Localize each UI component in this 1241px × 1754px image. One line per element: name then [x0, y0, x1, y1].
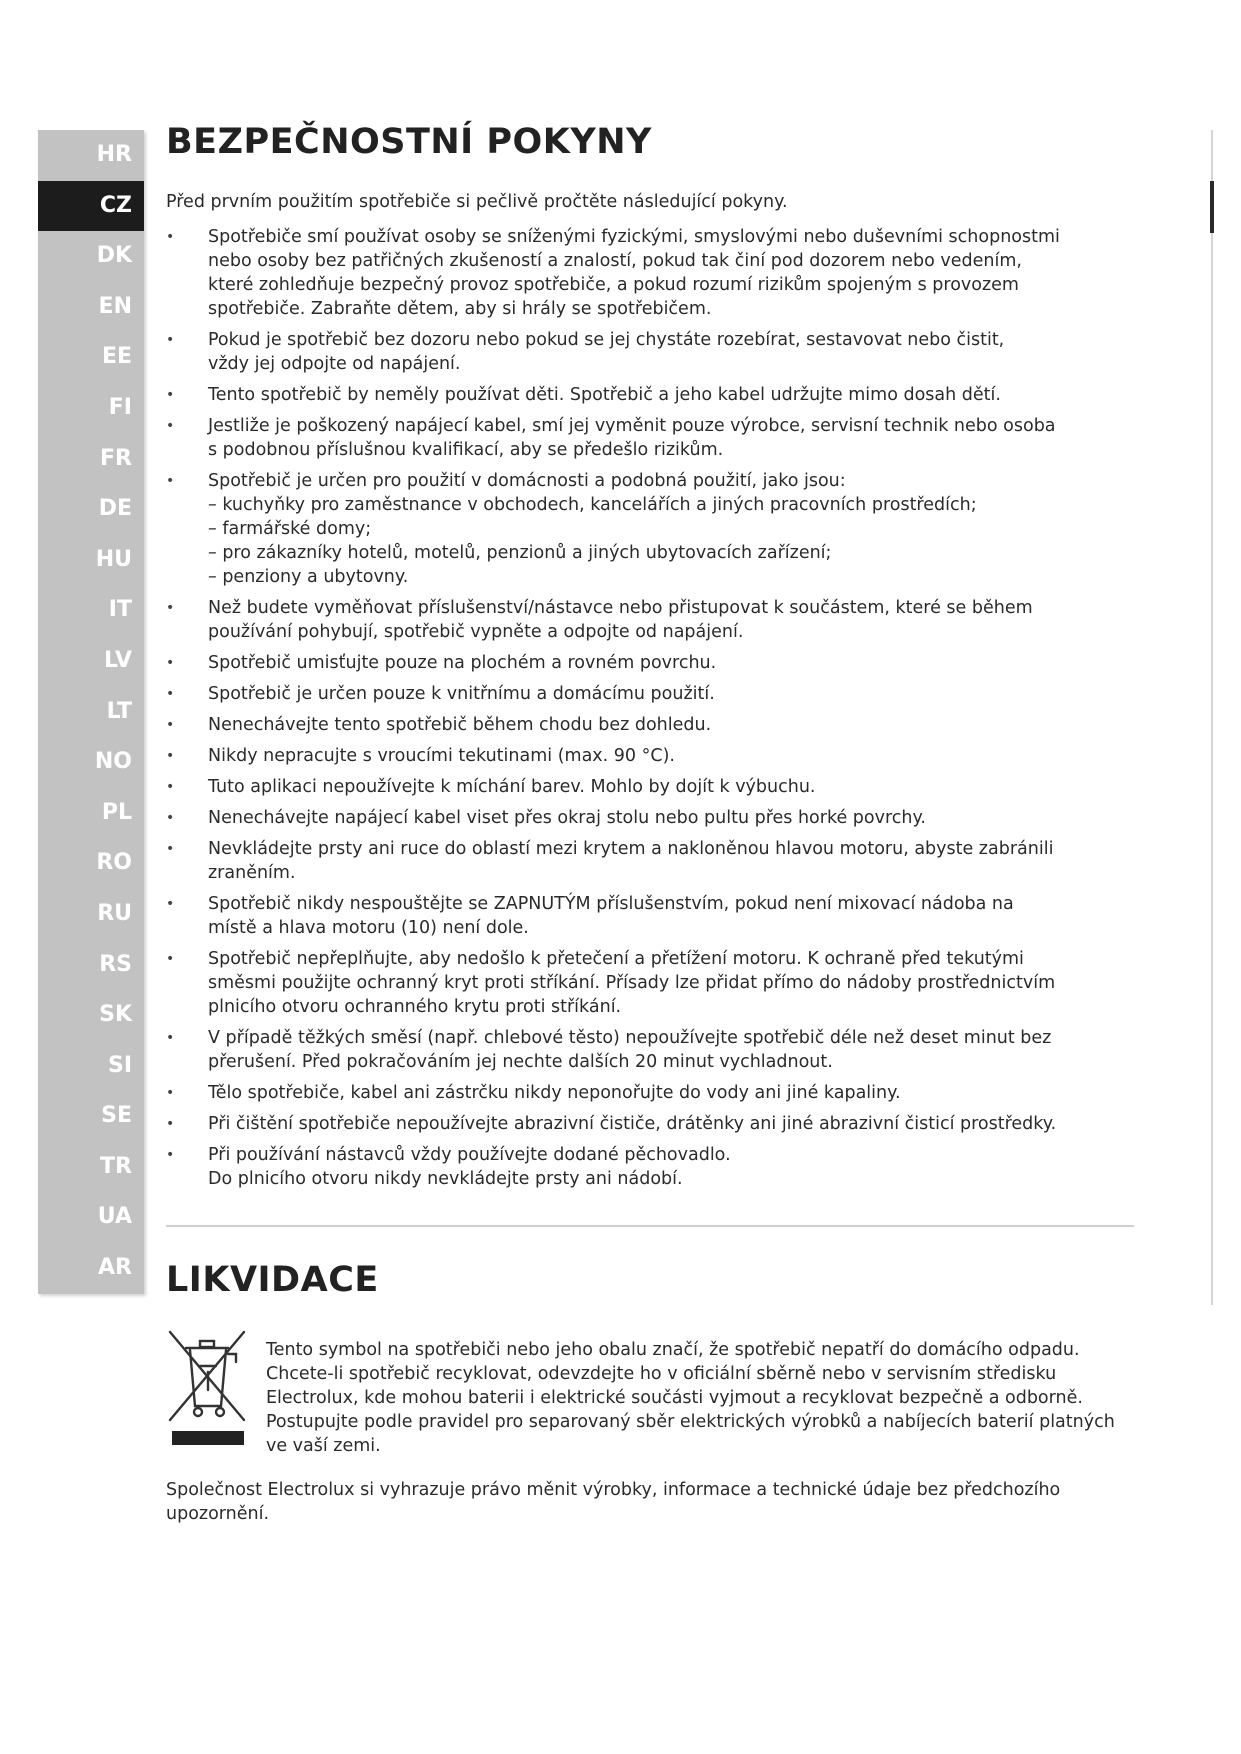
safety-item — [166, 414, 1136, 462]
language-tab-bar — [38, 130, 144, 1294]
language-tab-tr[interactable]: TR — [38, 1142, 144, 1193]
safety-item — [166, 947, 1136, 1019]
safety-item — [166, 806, 1136, 830]
safety-item — [166, 596, 1136, 644]
safety-item-line: – pro zákazníky hotelů, motelů, penzionů a jiných ubytovacích zařízení; — [208, 543, 832, 563]
safety-item-line: • Při čištění spotřebiče nepoužívejte abrazivní čističe, drátěnky ani jiné abrazivní čisticí prostředky. — [208, 1114, 1057, 1134]
safety-item-line: • Nikdy nepracujte s vroucími tekutinami (max. 90 °C). — [208, 746, 675, 766]
language-tab-ru[interactable]: RU — [38, 889, 144, 940]
safety-item — [166, 713, 1136, 737]
safety-item-line: směsmi použijte ochranný kryt proti stříkání. Přísady lze přidat přímo do nádoby prostřednictvím — [208, 973, 1056, 993]
safety-item-line: • Spotřebiče smí používat osoby se sníženými fyzickými, smyslovými nebo duševními schopnostmi — [208, 227, 1060, 247]
language-tab-se[interactable]: SE — [38, 1091, 144, 1142]
safety-item-line: • Spotřebič je určen pro použití v domácnosti a podobná použití, jako jsou: — [208, 471, 846, 491]
language-tab-hu[interactable]: HU — [38, 535, 144, 586]
safety-item-line: vždy jej odpojte od napájení. — [208, 354, 461, 374]
safety-instructions-list — [166, 225, 1136, 1198]
safety-item-line: Do plnicího otvoru nikdy nevkládejte prsty ani nádobí. — [208, 1169, 683, 1189]
language-tab-cz[interactable]: CZ — [38, 181, 144, 232]
safety-item — [166, 682, 1136, 706]
disposal-text: Tento symbol na spotřebiči nebo jeho obalu značí, že spotřebič nepatří do domácího odpadu. Chcete-li spotřebič recyklovat, odevzdejte ho v oficiální sběrně nebo v servisním středisku Electrolux, kde mohou baterii i elektrické součásti vyjmout a recyklovat bezpečně a odborně. Postupujte podle pravidel pro separovaný sběr elektrických výrobků a nabíjecích baterií platných ve vaší zemi. — [266, 1340, 1115, 1456]
language-tab-ee[interactable]: EE — [38, 332, 144, 383]
language-tab-hr[interactable]: HR — [38, 130, 144, 181]
weee-crossed-bin-icon — [166, 1328, 248, 1448]
manufacturer-disclaimer: Společnost Electrolux si vyhrazuje právo měnit výrobky, informace a technické údaje bez předchozího upozornění. — [166, 1480, 1061, 1524]
safety-item-line: s podobnou příslušnou kvalifikací, aby se předešlo rizikům. — [208, 440, 724, 460]
safety-item-line: • Spotřebič nepřeplňujte, aby nedošlo k přetečení a přetížení motoru. K ochraně před tekutými — [208, 949, 1024, 969]
safety-item-line: používání pohybují, spotřebič vypněte a odpojte od napájení. — [208, 622, 744, 642]
safety-item-line: • Nevkládejte prsty ani ruce do oblastí mezi krytem a nakloněnou hlavou motoru, abyste zabránili — [208, 839, 1054, 859]
safety-item — [166, 837, 1136, 885]
page-edge-rule — [1211, 130, 1213, 1305]
page-edge-active-marker — [1210, 181, 1214, 233]
safety-item-line: které zohledňuje bezpečný provoz spotřebiče, a pokud rozumí rizikům spojeným s provozem — [208, 275, 1019, 295]
safety-item-line: • Tuto aplikaci nepoužívejte k míchání barev. Mohlo by dojít k výbuchu. — [208, 777, 816, 797]
disposal-heading: LIKVIDACE — [166, 1260, 379, 1300]
safety-item-line: – kuchyňky pro zaměstnance v obchodech, kancelářích a jiných pracovních prostředích; — [208, 495, 977, 515]
language-tab-lt[interactable]: LT — [38, 687, 144, 738]
safety-item — [166, 651, 1136, 675]
safety-item — [166, 775, 1136, 799]
safety-item — [166, 892, 1136, 940]
safety-item-line: • Tělo spotřebiče, kabel ani zástrčku nikdy neponořujte do vody ani jiné kapaliny. — [208, 1083, 901, 1103]
language-tab-en[interactable]: EN — [38, 282, 144, 333]
language-tab-ar[interactable]: AR — [38, 1243, 144, 1294]
safety-item-line: • Spotřebič umisťujte pouze na plochém a rovném povrchu. — [208, 653, 717, 673]
safety-item — [166, 328, 1136, 376]
safety-item — [166, 1081, 1136, 1105]
safety-item — [166, 225, 1136, 321]
safety-item-line: • Pokud je spotřebič bez dozoru nebo pokud se jej chystáte rozebírat, sestavovat nebo čistit, — [208, 330, 1005, 350]
safety-intro: Před prvním použitím spotřebiče si pečlivě pročtěte následující pokyny. — [166, 192, 788, 212]
safety-item — [166, 469, 1136, 589]
language-tab-ro[interactable]: RO — [38, 838, 144, 889]
safety-heading: BEZPEČNOSTNÍ POKYNY — [166, 122, 652, 162]
safety-item — [166, 383, 1136, 407]
safety-item-line: • Tento spotřebič by neměly používat děti. Spotřebič a jeho kabel udržujte mimo dosah dětí. — [208, 385, 1001, 405]
language-tab-sk[interactable]: SK — [38, 990, 144, 1041]
safety-item-line: • Nenechávejte tento spotřebič během chodu bez dohledu. — [208, 715, 712, 735]
safety-item-line: • Nenechávejte napájecí kabel viset přes okraj stolu nebo pultu přes horké povrchy. — [208, 808, 926, 828]
safety-item — [166, 1143, 1136, 1191]
safety-item-line: • V případě těžkých směsí (např. chlebové těsto) nepoužívejte spotřebič déle než deset minut bez — [208, 1028, 1052, 1048]
safety-item-line: – penziony a ubytovny. — [208, 567, 409, 587]
language-tab-pl[interactable]: PL — [38, 788, 144, 839]
safety-item-line: místě a hlava motoru (10) není dole. — [208, 918, 529, 938]
language-tab-de[interactable]: DE — [38, 484, 144, 535]
safety-item-line: – farmářské domy; — [208, 519, 372, 539]
safety-item-line: zraněním. — [208, 863, 296, 883]
safety-item — [166, 1026, 1136, 1074]
safety-item-line: • Spotřebič nikdy nespouštějte se ZAPNUTÝM příslušenstvím, pokud není mixovací nádoba na — [208, 894, 1014, 914]
safety-item-line: • Při používání nástavců vždy používejte dodané pěchovadlo. — [208, 1145, 731, 1165]
safety-item — [166, 1112, 1136, 1136]
safety-item-line: spotřebiče. Zabraňte dětem, aby si hrály se spotřebičem. — [208, 299, 712, 319]
safety-item-line: • Spotřebič je určen pouze k vnitřnímu a domácímu použití. — [208, 684, 715, 704]
language-tab-si[interactable]: SI — [38, 1041, 144, 1092]
language-tab-ua[interactable]: UA — [38, 1192, 144, 1243]
safety-item-line: • Jestliže je poškozený napájecí kabel, smí jej vyměnit pouze výrobce, servisní technik nebo osoba — [208, 416, 1056, 436]
language-tab-it[interactable]: IT — [38, 585, 144, 636]
section-divider — [166, 1225, 1134, 1227]
safety-item-line: nebo osoby bez patřičných zkušeností a znalostí, pokud tak činí pod dozorem nebo vedením, — [208, 251, 1022, 271]
safety-item — [166, 744, 1136, 768]
safety-item-line: přerušení. Před pokračováním jej nechte dalších 20 minut vychladnout. — [208, 1052, 833, 1072]
language-tab-lv[interactable]: LV — [38, 636, 144, 687]
language-tab-no[interactable]: NO — [38, 737, 144, 788]
language-tab-rs[interactable]: RS — [38, 940, 144, 991]
language-tab-dk[interactable]: DK — [38, 231, 144, 282]
safety-item-line: • Než budete vyměňovat příslušenství/nástavce nebo přistupovat k součástem, které se během — [208, 598, 1033, 618]
safety-item-line: plnicího otvoru ochranného krytu proti stříkání. — [208, 997, 622, 1017]
language-tab-fi[interactable]: FI — [38, 383, 144, 434]
language-tab-fr[interactable]: FR — [38, 434, 144, 485]
